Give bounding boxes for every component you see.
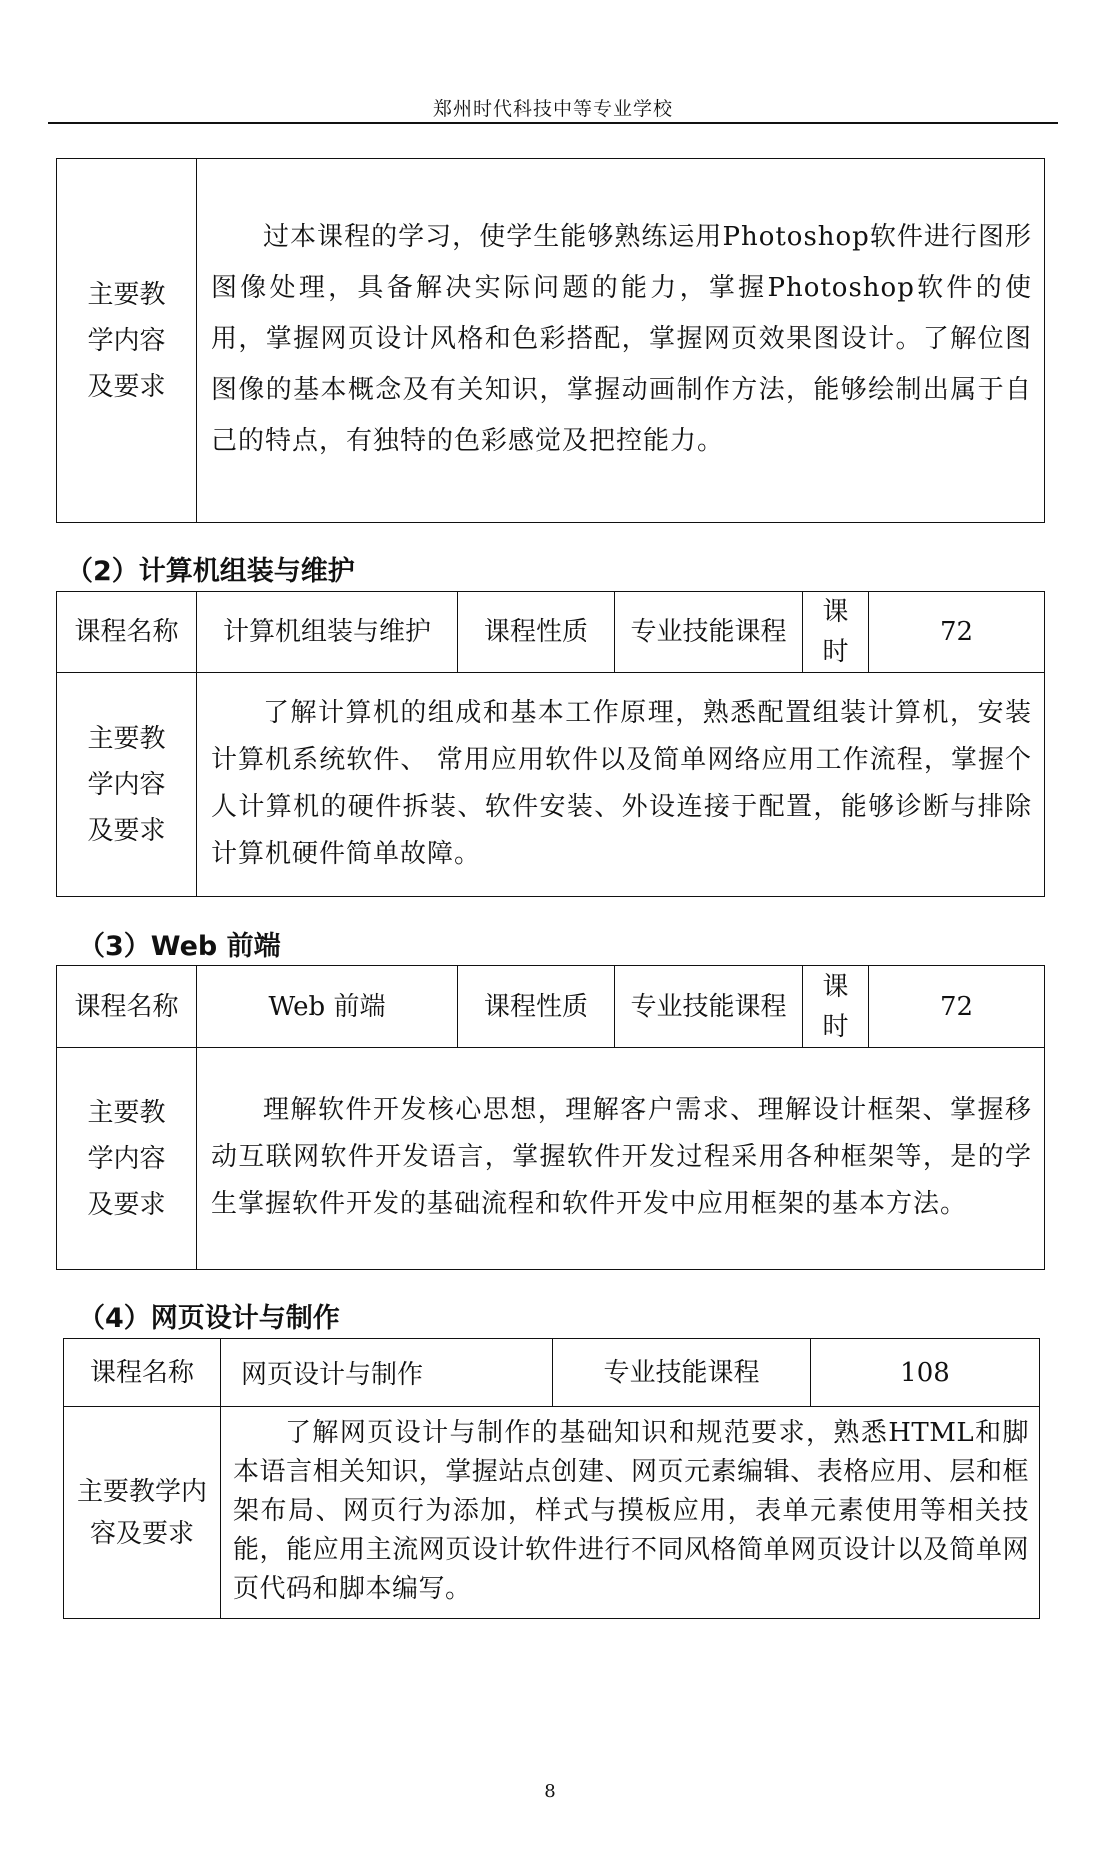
section2-content-label: 主要教学内容及要求 [87, 723, 166, 846]
section4-table [63, 1338, 1040, 1619]
section3-nature: 专业技能课程 [630, 991, 787, 1022]
section3-nature-cell [615, 966, 803, 1048]
section3-content-label: 主要教学内容及要求 [87, 1097, 166, 1220]
section2-nature-cell [615, 592, 803, 673]
section4-hours-cell [811, 1339, 1040, 1407]
section2-content-label-cell [57, 673, 197, 897]
section2-nature-label-cell [458, 592, 615, 673]
section3-name-label: 课程名称 [74, 991, 179, 1022]
section4-hours: 108 [900, 1357, 950, 1388]
section2-name-label-cell [57, 592, 197, 673]
section2-nature: 专业技能课程 [630, 617, 787, 647]
section4-content-text: 了解网页设计与制作的基础知识和规范要求，熟悉HTML和脚本语言相关知识，掌握站点创建、网页元素编辑、表格应用、层和框架布局、网页行为添加，样式与摸板应用，表单元素使用等相关技能，能应用主流网页设计软件进行不同风格简单网页设计以及简单网页代码和脚本编写。 [233, 1418, 1029, 1604]
section4-name-cell [221, 1339, 553, 1407]
section4-nature-cell [553, 1339, 811, 1407]
section4-content-label: 主要教学内容及要求 [76, 1476, 207, 1549]
section4-heading: （4）网页设计与制作 [78, 1303, 340, 1334]
section2-nature-label: 课程性质 [483, 617, 588, 647]
section3-name-label-cell [57, 966, 197, 1048]
section4-content-cell [221, 1407, 1040, 1619]
section2-hours: 72 [939, 617, 974, 647]
section3-name: Web 前端 [268, 991, 386, 1022]
section2-name-label: 课程名称 [74, 617, 179, 647]
section2-hours-cell [869, 592, 1045, 673]
header-rule [48, 122, 1058, 124]
section2-heading: （2）计算机组装与维护 [66, 556, 355, 587]
section3-hours-cell [869, 966, 1045, 1048]
section2-hours-label: 课时 [822, 597, 849, 667]
section4-name-label-cell [64, 1339, 221, 1407]
section3-content-text: 理解软件开发核心思想，理解客户需求、理解设计框架、掌握移动互联网软件开发语言，掌握软件开发过程采用各种框架等，是的学生掌握软件开发的基础流程和软件开发中应用框架的基本方法。 [211, 1095, 1032, 1219]
section2-content-cell [197, 673, 1045, 897]
section4-nature: 专业技能课程 [603, 1357, 760, 1388]
section3-hours-label-cell [803, 966, 869, 1048]
section4-content-label-cell [64, 1407, 221, 1619]
course1-content-label: 主要教学内容及要求 [87, 279, 166, 402]
section3-content-cell [197, 1048, 1045, 1270]
course1-table [56, 158, 1045, 523]
page-header: 郑州时代科技中等专业学校 [432, 98, 673, 120]
section3-nature-label-cell [458, 966, 615, 1048]
section3-hours-label: 课时 [822, 971, 849, 1042]
section2-name-cell [197, 592, 458, 673]
course1-content-text: 过本课程的学习，使学生能够熟练运用Photoshop软件进行图形图像处理，具备解决实际问题的能力，掌握Photoshop软件的使用，掌握网页设计风格和色彩搭配，掌握网页效果图设计。了解位图图像的基本概念及有关知识，掌握动画制作方法，能够绘制出属于自己的特点，有独特的色彩感觉及把控能力。 [211, 222, 1032, 456]
section3-nature-label: 课程性质 [483, 991, 588, 1022]
section3-heading: （3）Web 前端 [78, 931, 281, 962]
section3-name-cell [197, 966, 458, 1048]
page-number: 8 [544, 1781, 556, 1802]
section2-content-text: 了解计算机的组成和基本工作原理，熟悉配置组装计算机，安装计算机系统软件、 常用应用软件以及简单网络应用工作流程，掌握个人计算机的硬件拆装、软件安装、外设连接于配置，能够诊断与排除计算机硬件简单故障。 [211, 697, 1032, 869]
section2-table [56, 591, 1045, 897]
section3-table [56, 965, 1045, 1270]
section2-name: 计算机组装与维护 [222, 617, 431, 647]
section2-hours-label-cell [803, 592, 869, 673]
course1-content-cell [197, 159, 1045, 523]
section4-name-label: 课程名称 [89, 1357, 194, 1388]
section4-name: 网页设计与制作 [241, 1360, 424, 1390]
section3-hours: 72 [939, 991, 974, 1022]
section3-content-label-cell [57, 1048, 197, 1270]
course1-content-label-cell [57, 159, 197, 523]
